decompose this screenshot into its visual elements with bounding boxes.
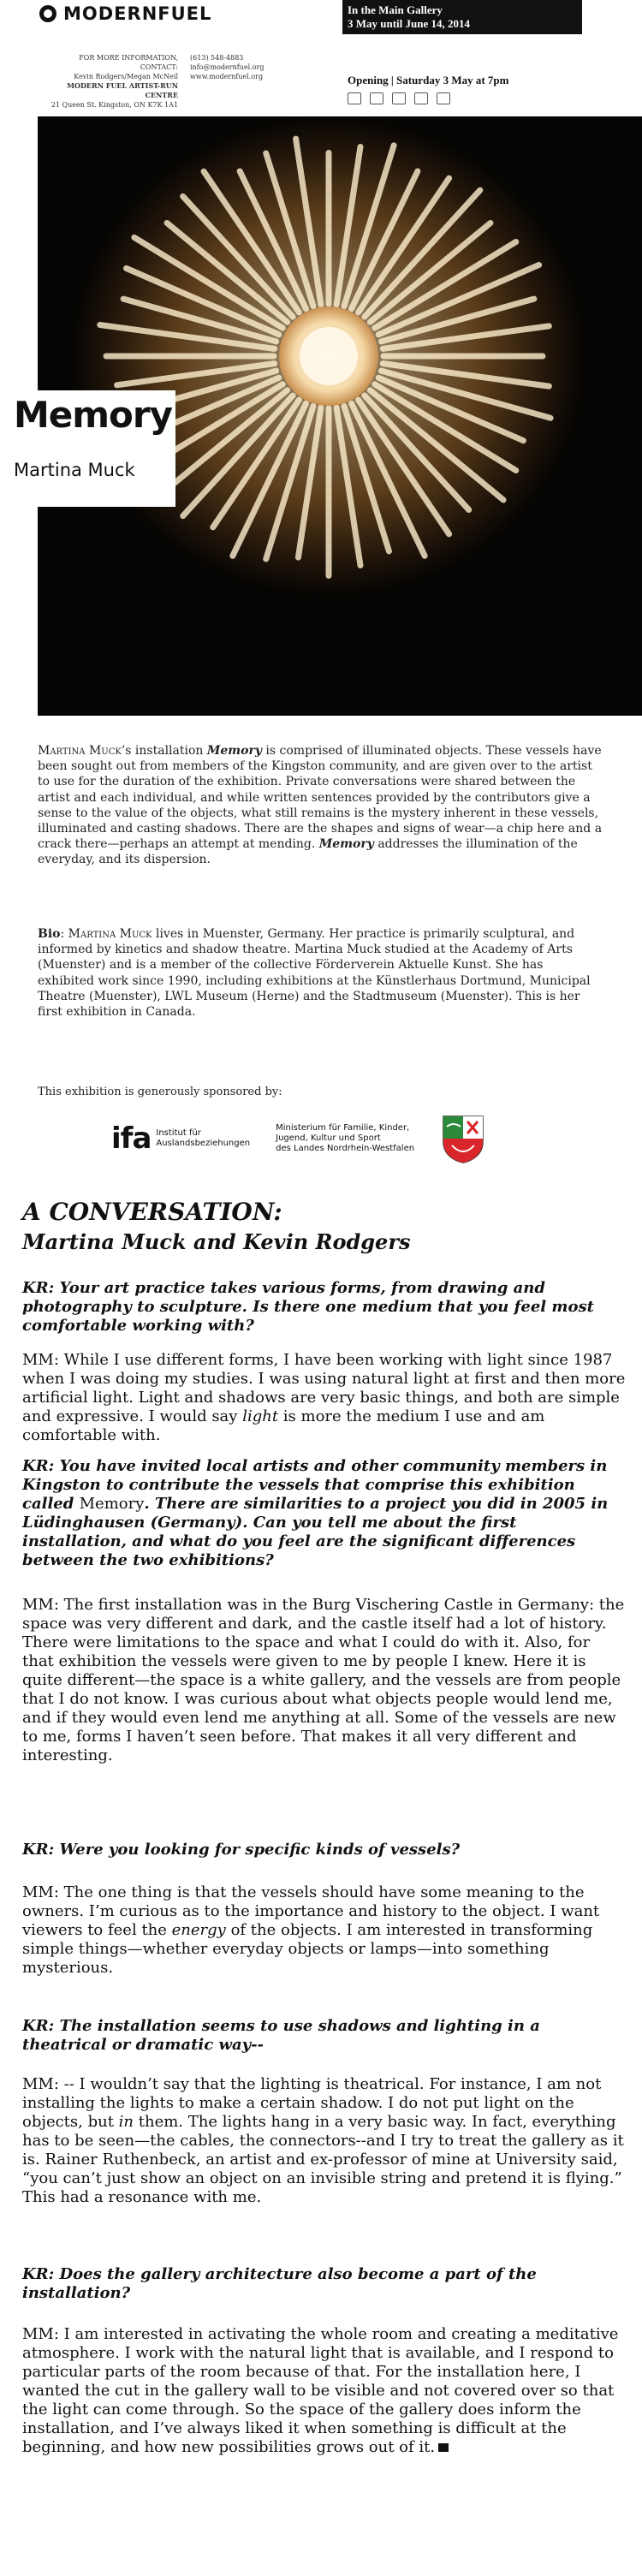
question: KR: You have invited local artists and other community members in Kingston to contribute the vessels that comprise this exhibition called Memory. There are similarities to a project you did in 2005 in Lüdinghausen (Germany). Can you tell me about the first installation, and what do you feel are the significant differences between the two exhibitions? bbox=[22, 1457, 609, 1569]
conversation-subtitle: Martina Muck and Kevin Rodgers bbox=[22, 1229, 411, 1254]
website-link[interactable]: www.modernfuel.org bbox=[190, 73, 264, 80]
bio-paragraph: Bio: Martina Muck lives in Muenster, Germany. Her practice is primarily sculptural, and informed by kinetics and shadow theatre. Martina Muck studied at the Academy of Arts (Muenster) and is a member of the collective Förderverein Aktuelle Kunst. She has exhibited work since 1990, including exhibitions at the Künstlerhaus Dortmund, Municipal Theatre (Muenster), LWL Museum (Herne) and the Stadtmuseum (Muenster). This is her first exhibition in Canada. bbox=[38, 927, 591, 1020]
nrw-crest-icon bbox=[440, 1113, 486, 1164]
exhibition-dates: 3 May until June 14, 2014 bbox=[348, 17, 471, 30]
artist-name-inline: Martina Muck bbox=[38, 744, 122, 758]
contact-details bbox=[190, 53, 264, 81]
gallery-line: In the Main Gallery bbox=[348, 3, 443, 16]
contact-line: Kevin Rodgers/Megan McNeil bbox=[74, 73, 178, 80]
question: KR: The installation seems to use shadows and lighting in a theatrical or dramatic way-- bbox=[22, 2017, 540, 2054]
contact-line: MODERN FUEL ARTIST-RUN CENTRE bbox=[67, 81, 178, 99]
opening-info: Opening | Saturday 3 May at 7pm bbox=[348, 74, 509, 86]
question: KR: Does the gallery architecture also become a part of the installation? bbox=[22, 2265, 537, 2302]
ifa-logo: ifa Institut für Auslandsbeziehungen bbox=[111, 1121, 251, 1156]
ifa-mark: ifa bbox=[111, 1121, 152, 1156]
conversation-title: A CONVERSATION: bbox=[22, 1198, 282, 1226]
sponsor-logos bbox=[111, 1113, 486, 1164]
exhibition-title: Memory bbox=[14, 394, 172, 436]
modernfuel-logo-icon bbox=[39, 5, 56, 22]
work-title: Memory bbox=[206, 744, 262, 758]
phone: (613) 548-4883 bbox=[190, 54, 244, 62]
contact-line: 21 Queen St. Kingston, ON K7K 1A1 bbox=[51, 101, 178, 109]
funder-logo bbox=[437, 92, 450, 104]
email-link[interactable]: info@modernfuel.org bbox=[190, 63, 265, 71]
question: KR: Your art practice takes various forms, from drawing and photography to sculpture. Is there one medium that you feel most comfortable working with? bbox=[22, 1279, 594, 1335]
funder-logo bbox=[392, 92, 406, 104]
answer: MM: While I use different forms, I have been working with light since 1987 when I was doing my studies. I was using natural light at first and then more artificial light. Light and shadows are very basic things, and both are simple and expressive. I would say light is more the medium I use and am comfortable with. bbox=[22, 1351, 626, 1444]
funder-logo bbox=[370, 92, 383, 104]
poster-header bbox=[0, 0, 642, 111]
answer: MM: The first installation was in the Burg Vischering Castle in Germany: the space was very different and dark, and the castle itself had a lot of history. There were limitations to the space and what I could do with it. Also, for that exhibition the vessels were given to me by people I knew. Here it is quite different—the space is a white gallery, and the vessels are from people that I do not know. I was curious about what objects people would lend me, and if they would even lend me anything at all. Some of the vessels are new to me, forms I haven’t seen before. That makes it all very different and interesting. bbox=[22, 1596, 625, 1764]
gallery-info-box bbox=[342, 0, 582, 34]
modernfuel-logo bbox=[39, 3, 211, 24]
logo-text: MODERNFUEL bbox=[63, 3, 212, 24]
end-mark-icon bbox=[438, 2443, 449, 2452]
question: KR: Were you looking for specific kinds of vessels? bbox=[22, 1841, 461, 1859]
sponsor-line: This exhibition is generously sponsored by: bbox=[38, 1086, 282, 1098]
contact-block bbox=[50, 53, 178, 110]
answer: MM: I am interested in activating the whole room and creating a meditative atmosphere. I work with the natural light that is available, and I respond to particular parts of the room because of that. For the installation here, I wanted the cut in the gallery wall to be visible and not covered over so that the light can come through. So the space of the gallery does inform the installation, and I’ve always liked it when something is difficult at the beginning, and how new possibilities grows out of it. bbox=[22, 2325, 619, 2456]
contact-line: FOR MORE INFORMATION, CONTACT: bbox=[79, 54, 178, 71]
answer: MM: -- I wouldn’t say that the lighting is theatrical. For instance, I am not installing the lights to make a certain shadow. I do not put light on the objects, but in them. The lights hang in a very basic way. In fact, everything has to be seen—the cables, the connectors--and I try to treat the gallery as it is. Rainer Ruthenbeck, an artist and ex-professor of mine at University said, “you can’t just show an object on an invisible string and pretend it is flying.” This had a resonance with me. bbox=[22, 2075, 624, 2206]
funder-logo bbox=[414, 92, 428, 104]
answer: MM: The one thing is that the vessels should have some meaning to the owners. I’m curious as to the importance and history to the object. I want viewers to feel the energy of the objects. I am interested in transforming simple things—whether everyday objects or lamps—into something mysterious. bbox=[22, 1883, 600, 1977]
funder-logos bbox=[348, 92, 450, 104]
bio-label: Bio bbox=[38, 927, 61, 941]
work-title: Memory bbox=[318, 837, 374, 852]
artist-name: Martina Muck bbox=[14, 460, 135, 480]
funder-logo bbox=[348, 92, 361, 104]
ministry-logo: Ministerium für Familie, Kinder, Jugend, Kultur und Sport des Landes Nordrhein-Westfalen bbox=[276, 1123, 415, 1153]
intro-paragraph: Martina Muck’s installation Memory is comprised of illuminated objects. These vessels have been sought out from members of the Kingston community, and are given over to the artist to use for the duration of the exhibition. Private conversations were shared between the artist and each individual, and while written sentences provided by the contributors give a sense to the value of the objects, what still remains is the mystery inherent in these vessels, illuminated and casting shadows. There are the shapes and signs of wear—a chip here and a crack there—perhaps an attempt at mending. Memory addresses the illumination of the everyday, and its dispersion. bbox=[38, 744, 603, 867]
